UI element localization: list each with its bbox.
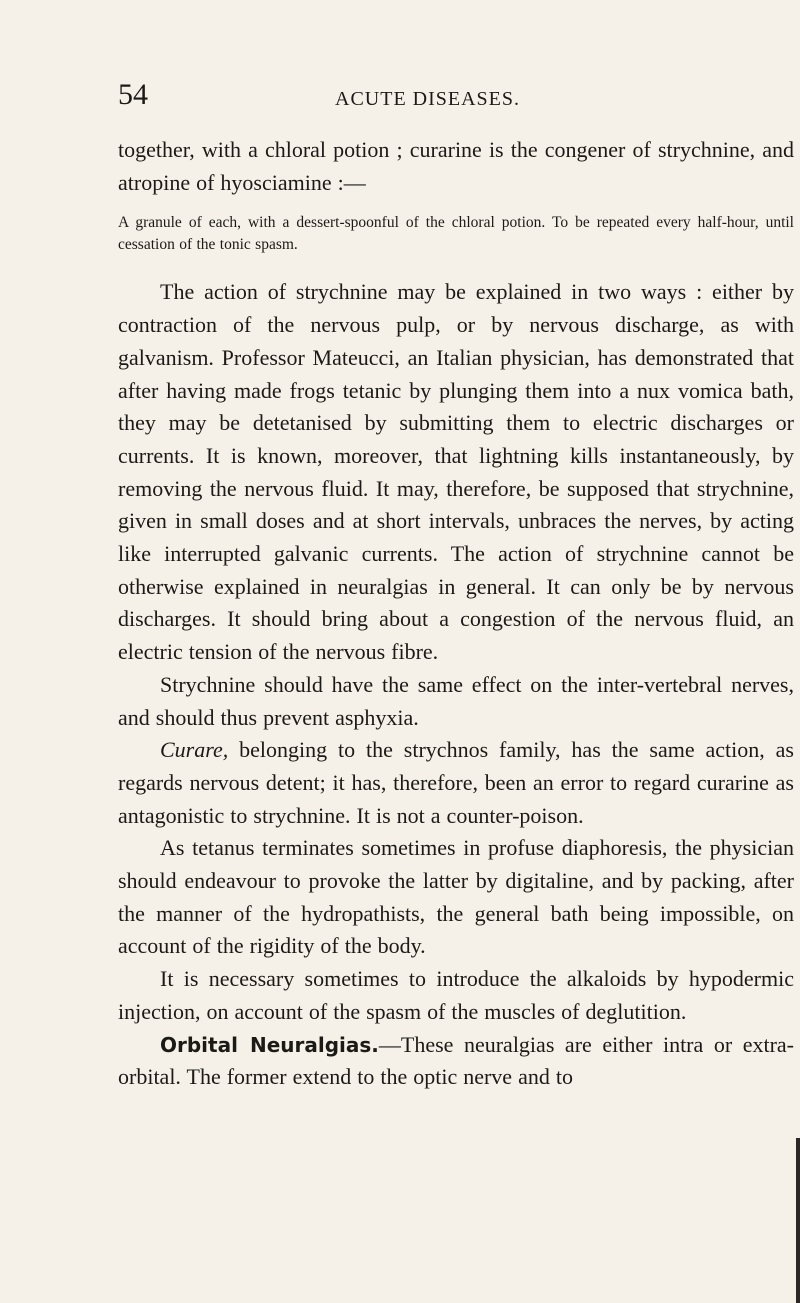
page-edge-shadow (796, 1138, 800, 1303)
paragraph-hypodermic: It is necessary sometimes to introduce the alkaloids by hypodermic injection, on account of the spasm of the muscles of deglutition. (118, 966, 794, 1024)
running-head: ACUTE DISEASES. (335, 88, 521, 110)
paragraph-curare-text: belonging to the strychnos family, has the same action, as regards nervous detent; it has, therefore, been an error to regard curarine as antagonistic to strychnine. It is not a counter-poison. (118, 737, 794, 828)
page-header (118, 78, 798, 118)
paragraph-tetanus: As tetanus terminates sometimes in profuse diaphoresis, the physician should endeavour to provoke the latter by digitaline, and by packing, after the manner of the hydropathists, the general bath being impossible, on account of the rigidity of the body. (118, 835, 794, 959)
curare-term: Curare, (160, 737, 229, 763)
paragraph-curare (118, 734, 794, 832)
paragraph-strychnine-action: The action of strychnine may be explained in two ways : either by contraction of the nervous pulp, or by nervous discharge, as with galvanism. Professor Mateucci, an Italian physician, has demonstrated that after having made frogs tetanic by plunging them into a nux vomica bath, they may be detetanised by submitting them to electric discharges or currents. It is known, moreover, that lightning kills instantaneously, by removing the nervous fluid. It may, therefore, be supposed that strychnine, given in small doses and at short intervals, unbraces the nerves, by acting like interrupted galvanic currents. The action of strychnine cannot be otherwise explained in neuralgias in general. It can only be by nervous discharges. It should bring about a congestion of the nervous fluid, an electric tension of the nervous fibre. (118, 279, 794, 665)
page-number: 54 (118, 78, 148, 111)
paragraph-continued: together, with a chloral potion ; curarine is the congener of strychnine, and atropine of hyosciamine :— (118, 137, 794, 195)
paragraph-inter-vertebral: Strychnine should have the same effect on the inter-vertebral nerves, and should thus prevent asphyxia. (118, 671, 794, 730)
paragraph-orbital-neuralgias (118, 1029, 794, 1094)
prescription-note: A granule of each, with a dessert-spoonful of the chloral potion. To be repeated every half-hour, until cessation of the tonic spasm. (118, 214, 794, 254)
paragraph-orbital-text: —These neuralgias are either intra or extra-orbital. The former extend to the optic nerve and to (118, 1031, 794, 1090)
section-heading: Orbital Neuralgias. (160, 1032, 379, 1057)
page-body (118, 134, 794, 1094)
